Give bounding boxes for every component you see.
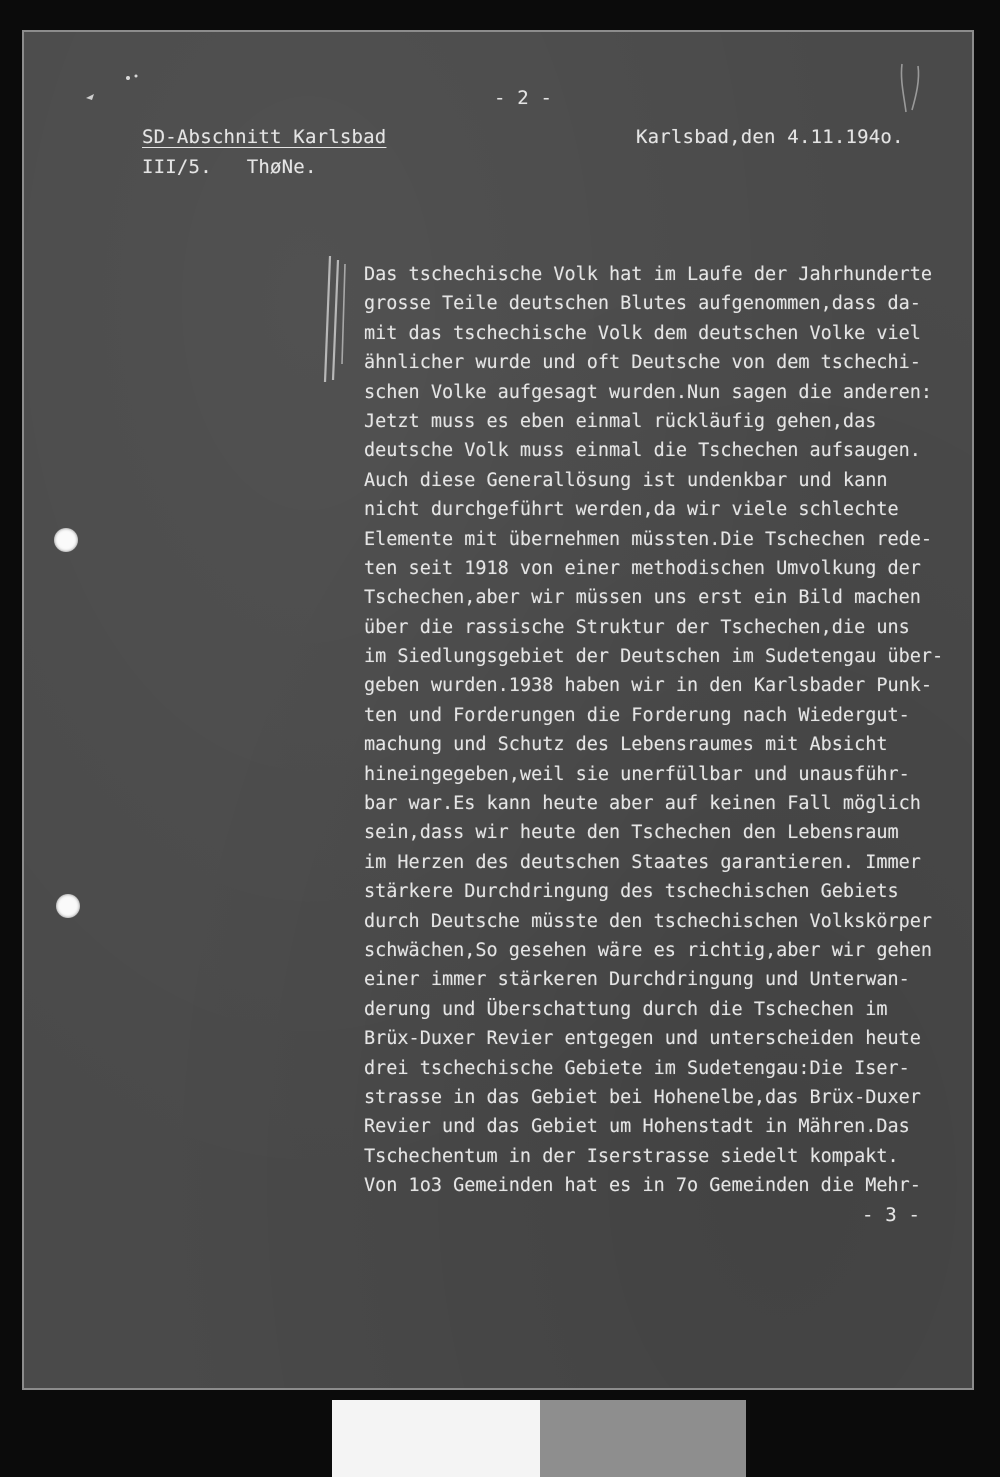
body-text: [364, 260, 964, 1201]
body-line: über die rassische Struktur der Tschechen,die uns: [364, 616, 910, 638]
pencil-corner-mark: [896, 60, 926, 120]
calibration-gray-patch: [540, 1400, 746, 1477]
body-line: grosse Teile deutschen Blutes aufgenommen,dass da-: [364, 293, 921, 315]
body-line: Tschechentum in der Iserstrasse siedelt kompakt.: [364, 1145, 899, 1167]
page-number: - 2 -: [494, 87, 553, 109]
body-line: Jetzt muss es eben einmal rückläufig gehen,das: [364, 410, 877, 432]
body-line: stärkere Durchdringung des tschechischen Gebiets: [364, 881, 899, 903]
body-line: durch Deutsche müsste den tschechischen Volkskörper: [364, 910, 933, 932]
body-line: Elemente mit übernehmen müssten.Die Tschechen rede-: [364, 528, 933, 550]
body-line: einer immer stärkeren Durchdringung und Unterwan-: [364, 969, 910, 991]
body-line: hineingegeben,weil sie unerfüllbar und unausführ-: [364, 763, 910, 785]
issuing-unit: SD-Abschnitt Karlsbad: [142, 126, 387, 148]
body-line: nicht durchgeführt werden,da wir viele schlechte: [364, 499, 899, 521]
body-line: ten seit 1918 von einer methodischen Umvolkung der: [364, 557, 921, 579]
margin-pencil-marks: [322, 254, 352, 384]
body-line: mit das tschechische Volk dem deutschen Volke viel: [364, 322, 921, 344]
body-line: deutsche Volk muss einmal die Tschechen aufsaugen.: [364, 440, 921, 462]
dust-specks: [80, 68, 150, 108]
body-line: strasse in das Gebiet bei Hohenelbe,das Brüx-Duxer: [364, 1086, 921, 1108]
body-line: im Siedlungsgebiet der Deutschen im Sudetengau über-: [364, 646, 944, 668]
body-line: im Herzen des deutschen Staates garantieren. Immer: [364, 851, 921, 873]
body-line: Von 1o3 Gemeinden hat es in 7o Gemeinden die Mehr-: [364, 1175, 921, 1197]
body-line: drei tschechische Gebiete im Sudetengau:Die Iser-: [364, 1057, 910, 1079]
next-page-marker: - 3 -: [862, 1204, 921, 1226]
body-line: geben wurden.1938 haben wir in den Karlsbader Punk-: [364, 675, 933, 697]
body-line: bar war.Es kann heute aber auf keinen Fall möglich: [364, 793, 921, 815]
body-line: Das tschechische Volk hat im Laufe der Jahrhunderte: [364, 264, 933, 285]
body-line: ten und Forderungen die Forderung nach Wiedergut-: [364, 704, 910, 726]
body-line: schen Volke aufgesagt wurden.Nun sagen die anderen:: [364, 381, 933, 403]
body-line: derung und Überschattung durch die Tschechen im: [364, 998, 888, 1020]
body-line: Tschechen,aber wir müssen uns erst ein Bild machen: [364, 587, 921, 609]
file-reference: III/5. ThøNe.: [142, 156, 317, 178]
body-line: machung und Schutz des Lebensraumes mit Absicht: [364, 734, 888, 756]
punch-hole: [56, 894, 80, 918]
body-line: Brüx-Duxer Revier entgegen und unterscheiden heute: [364, 1028, 921, 1050]
punch-hole: [54, 528, 78, 552]
body-line: Revier und das Gebiet um Hohenstadt in Mähren.Das: [364, 1116, 910, 1138]
calibration-white-patch: [332, 1400, 540, 1477]
place-and-date: Karlsbad,den 4.11.194o.: [636, 126, 904, 148]
body-line: sein,dass wir heute den Tschechen den Lebensraum: [364, 822, 899, 844]
body-line: ähnlicher wurde und oft Deutsche von dem tschechi-: [364, 352, 921, 374]
body-line: schwächen,So gesehen wäre es richtig,aber wir gehen: [364, 939, 933, 961]
document-page: [22, 30, 974, 1390]
body-line: Auch diese Generallösung ist undenkbar und kann: [364, 469, 888, 491]
